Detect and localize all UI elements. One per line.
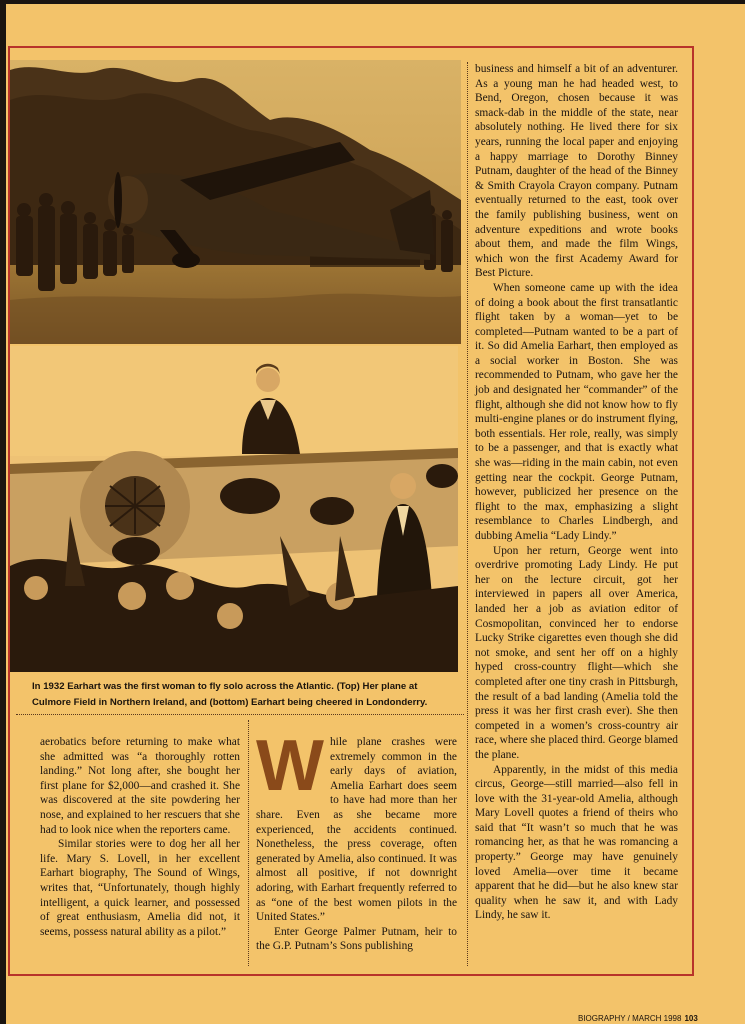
paragraph: Upon her return, George went into overdrive promoting Lady Lindy. He put her on the lecture circuit, got her interviewed in papers all over America, landed her a job as aviation editor of Cosmopolitan, convinced her to endorse Lucky Strike cigarettes even though she did not smoke, and sent her off on a highly hyped cross-country flight—which she completed after one tiny crash in Pittsburgh, the result of a bad landing (Amelia told the press it was her first crash ever). She then competed in a women’s cross-country air race, where she placed third. George blamed the plane. — [475, 544, 678, 761]
article-column-left — [40, 735, 240, 939]
photo-earhart-cheered — [10, 346, 458, 672]
issue-label: BIOGRAPHY / MARCH 1998 — [578, 1014, 682, 1023]
plane-photo-illustration — [10, 60, 461, 344]
photo-plane-on-field — [10, 60, 461, 344]
paragraph: Similar stories were to dog her all her life. Mary S. Lovell, in her excellent Earhart biography, The Sound of Wings, writes that, “Unfortunately, though highly intelligent, a quick learner, and possessed of great enthusiasm, Amelia did not, it seems, possess natural ability as a pilot.” — [40, 838, 240, 938]
crowd-photo-illustration — [10, 346, 458, 672]
caption-divider — [16, 714, 464, 715]
article-column-right — [475, 62, 678, 923]
paragraph: hile plane crashes were extremely common in the early days of aviation, Amelia Earhart does seem to have had more than her share. Even as she became more experienced, the accidents continued. Nonetheless, the press coverage, often generated by Amelia, also continued. It was almost all positive, if not downright adoring, with Earhart frequently referred to as “one of the best women pilots in the United States.” — [256, 736, 457, 924]
photo-caption: In 1932 Earhart was the first woman to fly solo across the Atlantic. (Top) Her plane at Culmore Field in Northern Ireland, and (bottom) Earhart being cheered in Londonderry. — [32, 681, 428, 708]
paragraph: Enter George Palmer Putnam, heir to the G.P. Putnam’s Sons publishing — [256, 925, 457, 953]
paragraph: When someone came up with the idea of doing a book about the first transatlantic flight taken by a woman—yet to be completed—Putnam wanted to be a part of it. So did Amelia Earhart, then employed as a social worker in Boston. She was recommended to Putnam, who gave her the job and designated her “commander” of the flight, although she did not know how to fly multi-engine planes or do instrument flying, both essentials. Her role, really, was simply to be a passenger, and that is exactly what she was—riding in the main cabin, not even getting near the cockpit. George Putnam, however, publicized her presence on the flight to the max, emphasizing a slight resemblance to Charles Lindbergh, and dubbing Amelia “Lady Lindy.” — [475, 281, 678, 542]
paragraph: business and himself a bit of an adventurer. As a young man he had headed west, to Bend, Oregon, chosen because it was smack-dab in the middle of the state, near absolutely nothing. He lived there for six years, running the local paper and enjoying a happy marriage to Dorothy Binney Putnam, daughter of the head of the Binney & Smith Crayola Crayon company. Putnam eventually returned to the east, took over the family publishing business, went on adventure expeditions and wrote books about them, and made the film Wings, which won the first Academy Award for Best Picture. — [475, 63, 678, 280]
column-divider-right — [467, 62, 468, 966]
paragraph: Apparently, in the midst of this media circus, George—still married—also fell in love with the 31-year-old Amelia, although Mary Lovell quotes a friend of theirs who said that “It wasn’t so much that he was romancing her, as that he was romancing a property.” George may have genuinely loved Amelia—over time it became apparent that he did—but he also knew star quality when he saw it, and with Lady Lindy, he saw it. — [475, 763, 678, 922]
paragraph: aerobatics before returning to make what she admitted was “a thoroughly rotten landing.” Not long after, she bought her first plane for $2,000—and crashed it. She was discovered at the site powdering her nose, and explained to her rescuers that she had to look nice when the reporters came. — [40, 736, 240, 836]
drop-cap: W — [256, 726, 324, 806]
article-column-middle — [256, 726, 457, 954]
column-divider-left — [248, 720, 249, 966]
page-number: 103 — [684, 1014, 698, 1023]
page-footer — [578, 1014, 698, 1023]
